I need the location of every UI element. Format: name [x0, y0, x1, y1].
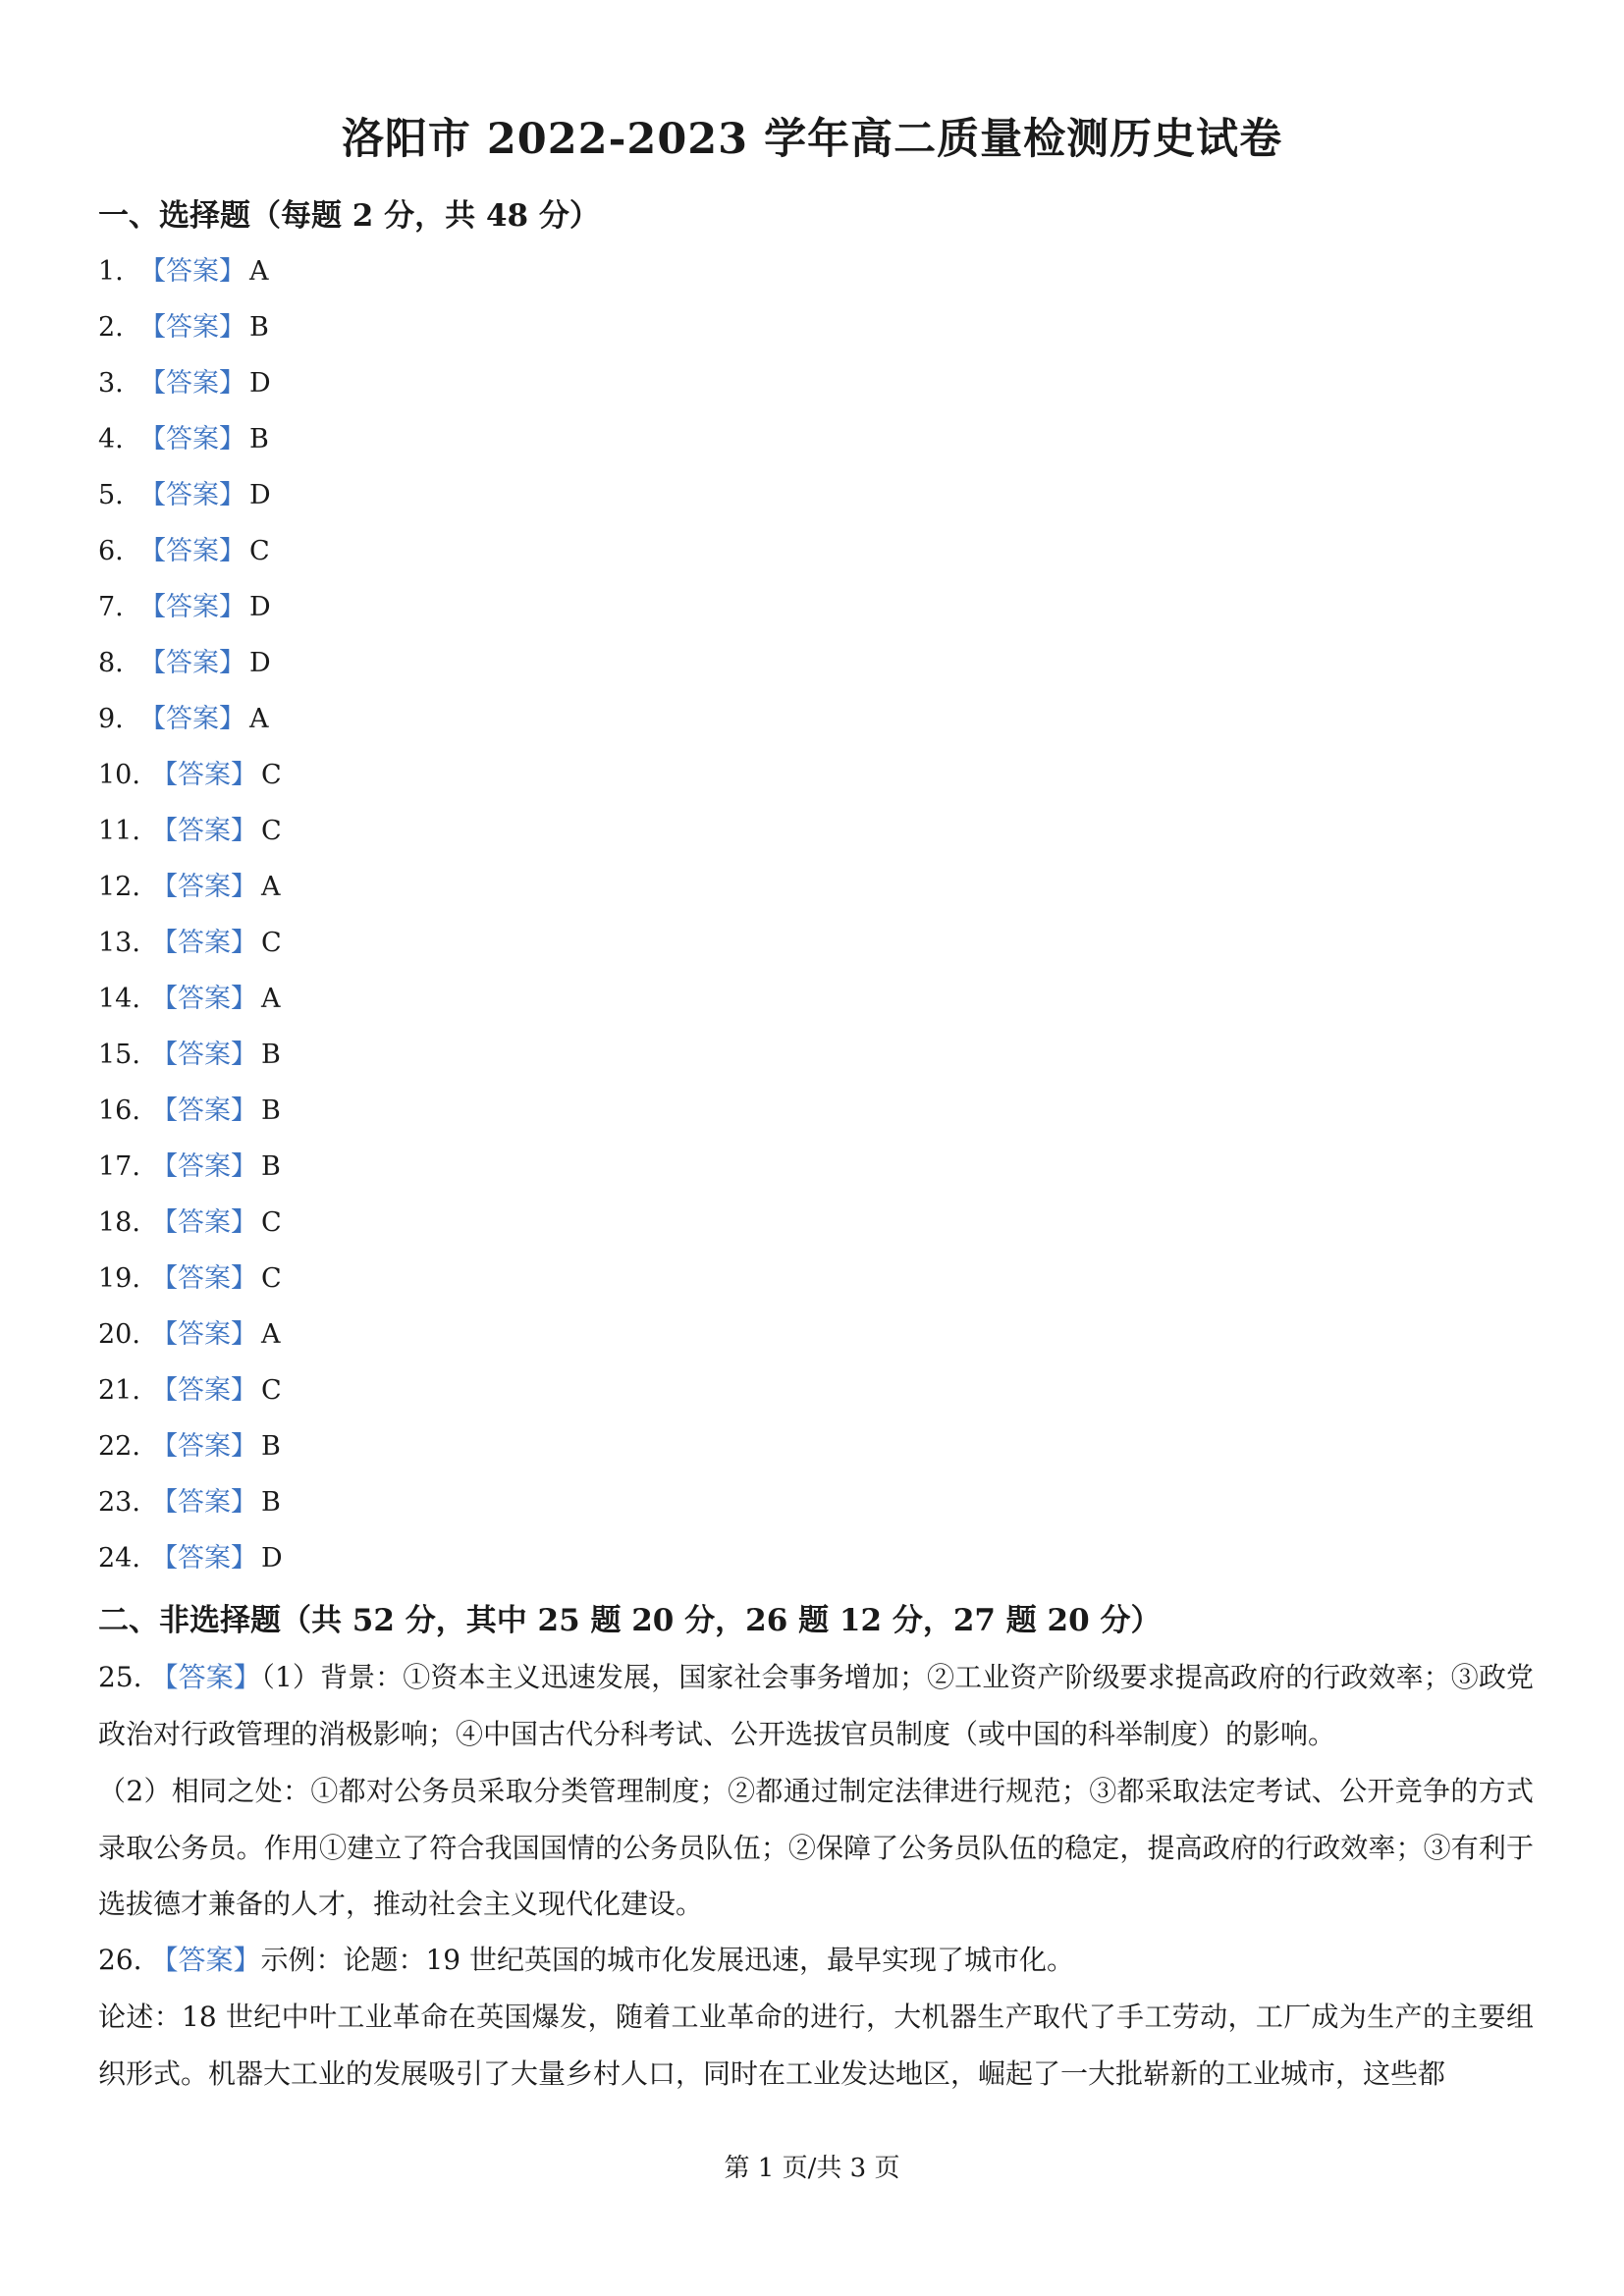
answer-item	[98, 641, 283, 697]
answer-value: D	[249, 592, 271, 622]
answer-tag: 【答案】	[151, 1319, 257, 1350]
answer-number: 18.	[98, 1207, 140, 1238]
answer-number: 23.	[98, 1487, 140, 1518]
answer-tag: 【答案】	[139, 368, 245, 399]
answer-tag: 【答案】	[151, 872, 257, 902]
answer-number: 3.	[98, 368, 124, 399]
answer-value: C	[261, 816, 282, 846]
answer-value: D	[249, 648, 271, 678]
answer-value: B	[261, 1487, 281, 1518]
answer-tag: 【答案】	[151, 1151, 257, 1182]
answer-value: A	[261, 1319, 281, 1350]
answer-tag: 【答案】	[151, 1263, 257, 1294]
page-title: 洛阳市 2022-2023 学年高二质量检测历史试卷	[341, 115, 1283, 164]
answer-value: B	[261, 1431, 281, 1462]
answer-item	[98, 809, 283, 865]
answer-value: D	[249, 368, 271, 399]
answer-tag: 【答案】	[139, 256, 245, 287]
answer-tag: 【答案】	[151, 1095, 257, 1126]
q26-intro-text: 示例：论题：19 世纪英国的城市化发展迅速，最早实现了城市化。	[260, 1944, 1074, 1976]
answer-tag: 【答案】	[139, 704, 245, 734]
section2-heading: 二、非选择题（共 52 分，其中 25 题 20 分，26 题 12 分，27 题 20 分）	[98, 1603, 1162, 1638]
q26-body-text: 论述：18 世纪中叶工业革命在英国爆发，随着工业革命的进行，大机器生产取代了手工劳动，工厂成为生产的主要组织形式。机器大工业的发展吸引了大量乡村人口，同时在工业发达地区，崛起了一大批崭新的工业城市，这些都	[98, 2001, 1534, 2090]
answer-number: 20.	[98, 1319, 140, 1350]
answer-item	[98, 1256, 283, 1312]
q25-part2	[98, 1763, 1534, 1933]
answer-item	[98, 473, 283, 529]
answer-tag: 【答案】	[139, 536, 245, 566]
answer-value: C	[261, 1207, 282, 1238]
answer-value: B	[249, 424, 269, 454]
answer-item	[98, 249, 283, 305]
q25-number: 25.	[98, 1661, 142, 1693]
answer-number: 5.	[98, 480, 124, 510]
answer-number: 13.	[98, 928, 140, 958]
answer-value: A	[261, 984, 281, 1014]
answer-item	[98, 1312, 283, 1368]
answer-number: 21.	[98, 1375, 140, 1406]
answer-item	[98, 921, 283, 977]
answer-tag: 【答案】	[151, 1431, 257, 1462]
answer-tag: 【答案】	[151, 984, 257, 1014]
answer-number: 14.	[98, 984, 140, 1014]
q26-body	[98, 1989, 1534, 2102]
answer-item	[98, 865, 283, 921]
answer-value: C	[261, 928, 282, 958]
answer-tag: 【答案】	[139, 648, 245, 678]
answer-number: 8.	[98, 648, 124, 678]
answer-value: B	[261, 1151, 281, 1182]
answer-value: A	[249, 256, 269, 287]
q26-intro	[98, 1932, 1534, 1989]
answer-value: C	[261, 1375, 282, 1406]
answer-number: 1.	[98, 256, 124, 287]
q25-part1	[98, 1649, 1534, 1762]
answer-value: C	[261, 760, 282, 790]
answer-number: 9.	[98, 704, 124, 734]
answer-tag: 【答案】	[139, 592, 245, 622]
answer-item	[98, 977, 283, 1033]
answer-item	[98, 1536, 283, 1592]
answer-item	[98, 361, 283, 417]
answer-number: 22.	[98, 1431, 140, 1462]
answer-number: 7.	[98, 592, 124, 622]
answer-item	[98, 1368, 283, 1424]
answer-list	[98, 249, 283, 1592]
page-footer: 第 1 页/共 3 页	[724, 2154, 900, 2183]
answer-tag: 【答案】	[151, 760, 257, 790]
answer-tag: 【答案】	[139, 424, 245, 454]
section1-heading: 一、选择题（每题 2 分，共 48 分）	[98, 198, 600, 234]
answer-item	[98, 305, 283, 361]
answer-item	[98, 529, 283, 585]
answer-item	[98, 1145, 283, 1201]
answer-value: B	[261, 1040, 281, 1070]
q25-answer-tag: 【答案】	[150, 1661, 261, 1693]
answer-number: 17.	[98, 1151, 140, 1182]
answer-item	[98, 1424, 283, 1480]
answer-tag: 【答案】	[139, 480, 245, 510]
answer-item	[98, 417, 283, 473]
q25-part2-text: （2）相同之处：①都对公务员采取分类管理制度；②都通过制定法律进行规范；③都采取法定考试、公开竞争的方式录取公务员。作用①建立了符合我国国情的公务员队伍；②保障了公务员队伍的稳定，提高政府的行政效率；③有利于选拔德才兼备的人才，推动社会主义现代化建设。	[98, 1775, 1534, 1920]
answer-item	[98, 697, 283, 753]
answer-number: 19.	[98, 1263, 140, 1294]
answer-tag: 【答案】	[151, 1040, 257, 1070]
answer-value: D	[249, 480, 271, 510]
answer-tag: 【答案】	[151, 1487, 257, 1518]
answer-number: 12.	[98, 872, 140, 902]
q26-number: 26.	[98, 1944, 142, 1976]
answer-tag: 【答案】	[151, 928, 257, 958]
answer-item	[98, 1033, 283, 1089]
answer-item	[98, 585, 283, 641]
answer-number: 15.	[98, 1040, 140, 1070]
answer-value: C	[249, 536, 270, 566]
answer-tag: 【答案】	[139, 312, 245, 343]
answer-tag: 【答案】	[151, 1543, 257, 1574]
answer-number: 6.	[98, 536, 124, 566]
answer-value: A	[249, 704, 269, 734]
answer-number: 11.	[98, 816, 140, 846]
answer-tag: 【答案】	[151, 1207, 257, 1238]
answer-value: A	[261, 872, 281, 902]
answer-item	[98, 1201, 283, 1256]
answer-item	[98, 753, 283, 809]
answer-value: B	[261, 1095, 281, 1126]
answer-number: 4.	[98, 424, 124, 454]
q25-part1-text: （1）背景：①资本主义迅速发展，国家社会事务增加；②工业资产阶级要求提高政府的行政效率；③政党政治对行政管理的消极影响；④中国古代分科考试、公开选拔官员制度（或中国的科举制度）的影响。	[98, 1661, 1534, 1750]
answer-number: 16.	[98, 1095, 140, 1126]
answer-tag: 【答案】	[151, 816, 257, 846]
answer-value: B	[249, 312, 269, 343]
answer-tag: 【答案】	[151, 1375, 257, 1406]
q26-answer-tag: 【答案】	[150, 1944, 261, 1976]
answer-number: 2.	[98, 312, 124, 343]
answer-number: 10.	[98, 760, 140, 790]
answer-item	[98, 1480, 283, 1536]
answer-item	[98, 1089, 283, 1145]
answer-value: D	[261, 1543, 283, 1574]
answer-value: C	[261, 1263, 282, 1294]
answer-number: 24.	[98, 1543, 140, 1574]
